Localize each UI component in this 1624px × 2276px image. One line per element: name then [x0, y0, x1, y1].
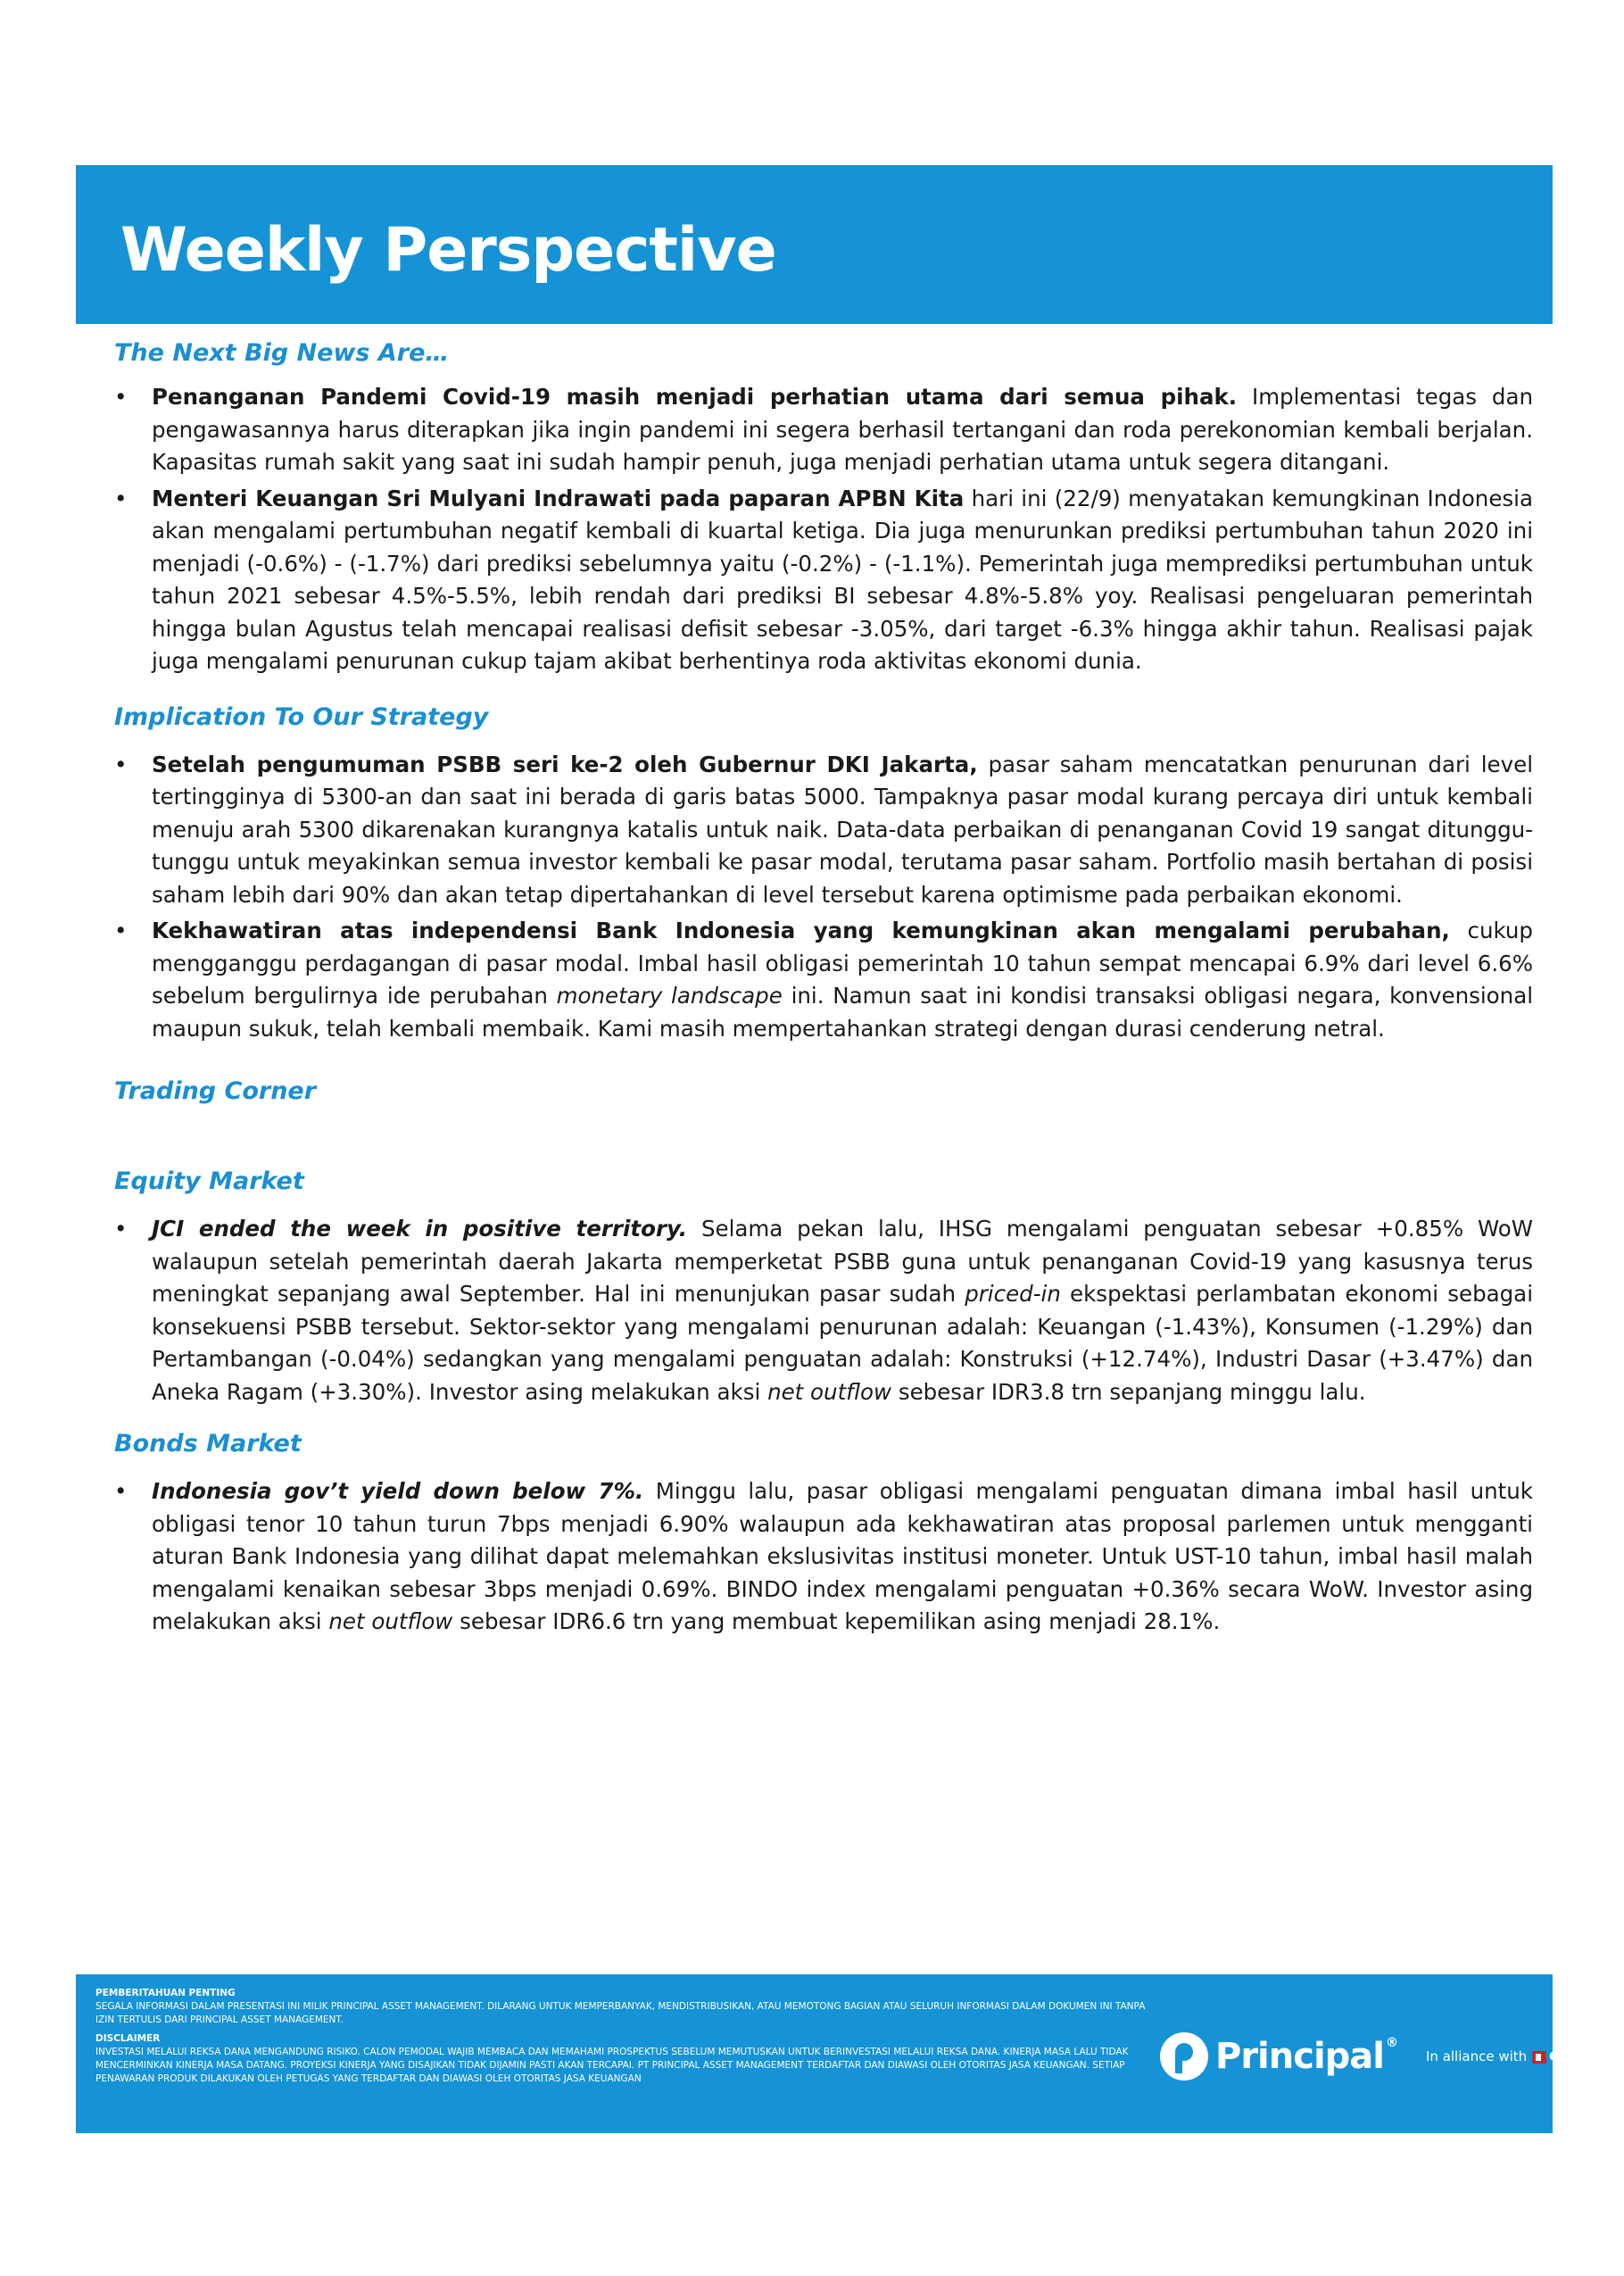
principal-logo-icon — [1160, 2032, 1208, 2081]
page-title: Weekly Perspective — [120, 215, 776, 286]
section-heading-equity-market: Equity Market — [114, 1167, 304, 1196]
bullet-lead: Kekhawatiran atas independensi Bank Indonesia yang kemungkinan akan mengalami perubahan, — [152, 918, 1450, 944]
footer-legal-text — [95, 1987, 1148, 2086]
document-body — [114, 337, 1533, 1639]
principal-logo — [1160, 2021, 1588, 2092]
list-item — [114, 381, 1533, 479]
list-item — [114, 749, 1533, 912]
bullet-body: hari ini (22/9) menyatakan kemungkinan Indonesia akan mengalami pertumbuhan negatif kembali di kuartal ketiga. Dia juga menurunkan prediksi pertumbuhan tahun 2020 ini menjadi (-0.6%) - (-1.7%) dari prediksi sebelumnya yaitu (-0.2%) - (-1.1%). Pemerintah juga memprediksi pertumbuhan untuk tahun 2021 sebesar 4.5%-5.5%, lebih rendah dari prediksi BI sebesar 4.8%-5.8% yoy. Realisasi pengeluaran pemerintah hingga bulan Agustus telah mencapai realisasi defisit sebesar -3.05%, dari target -6.3% hingga akhir tahun. Realisasi pajak juga mengalami penurunan cukup tajam akibat berhentinya roda aktivitas ekonomi dunia. — [152, 485, 1533, 675]
bullet-body: Minggu lalu, pasar obligasi mengalami penguatan dimana imbal hasil untuk obligasi tenor 10 tahun turun 7bps menjadi 6.90% walaupun ada kekhawatiran atas proposal parlemen untuk mengganti aturan Bank Indonesia yang dilihat dapat melemahkan ekslusivitas institusi moneter. Untuk UST-10 tahun, imbal hasil malah mengalami kenaikan sebesar 3bps menjadi 0.69%. BINDO index mengalami penguatan +0.36% secara WoW. Investor asing melakukan aksi — [152, 1478, 1533, 1635]
implication-list — [114, 749, 1533, 1046]
bullet-body: sebesar IDR6.6 trn yang membuat kepemilikan asing menjadi 28.1%. — [452, 1608, 1221, 1635]
bullet-italic: net outflow — [767, 1378, 892, 1405]
bullet-italic: monetary landscape — [556, 983, 783, 1009]
section-heading-next-big-news: The Next Big News Are… — [114, 339, 450, 367]
list-item — [114, 1213, 1533, 1408]
bullet-body: Implementasi tegas dan pengawasannya harus diterapkan jika ingin pandemi ini segera berhasil tertangani dan roda perekonomian kembali berjalan. Kapasitas rumah sakit yang saat ini sudah hampir penuh, juga menjadi perhatian utama untuk segera ditangani. — [152, 384, 1533, 476]
header-band — [76, 165, 1553, 324]
section-heading-bonds-market: Bonds Market — [114, 1430, 302, 1458]
bullet-lead: Menteri Keuangan Sri Mulyani Indrawati pada paparan APBN Kita — [152, 485, 965, 511]
bullet-body: Selama pekan lalu, IHSG mengalami penguatan sebesar +0.85% WoW walaupun setelah pemerintah daerah Jakarta memperketat PSBB guna untuk penanganan Covid-19 yang kasusnya terus meningkat sepanjang awal September. Hal ini menunjukan pasar sudah — [152, 1216, 1533, 1308]
equity-market-list — [114, 1213, 1533, 1408]
bullet-lead: Setelah pengumuman PSBB seri ke-2 oleh Gubernur DKI Jakarta, — [152, 751, 978, 777]
bullet-body: sebesar IDR3.8 trn sepanjang minggu lalu. — [891, 1378, 1366, 1405]
bullet-lead: JCI ended the week in positive territory. — [152, 1216, 688, 1242]
footer-band — [76, 1974, 1588, 2133]
section-heading-implication: Implication To Our Strategy — [114, 702, 489, 731]
cimb-wordmark: CIMB — [1549, 2048, 1588, 2064]
notice-text: SEGALA INFORMASI DALAM PRESENTASI INI MILIK PRINCIPAL ASSET MANAGEMENT. DILARANG UNTUK MEMPERBANYAK, MENDISTRIBUSIKAN, ATAU MEMOTONG BAGIAN ATAU SELURUH INFORMASI DALAM DOKUMEN INI TANPA IZIN TERTULIS DARI PRINCIPAL ASSET MANAGEMENT. — [95, 2001, 1146, 2025]
bullet-body: pasar saham mencatatkan penurunan dari level tertingginya di 5300-an dan saat ini berada di garis batas 5000. Tampaknya pasar modal kurang percaya diri untuk kembali menuju arah 5300 dikarenakan kurangnya katalis untuk naik. Data-data perbaikan di penanganan Covid 19 sangat ditunggu-tunggu untuk meyakinkan semua investor kembali ke pasar modal, terutama pasar saham. Portfolio masih bertahan di posisi saham lebih dari 90% dan akan tetap dipertahankan di level tersebut karena optimisme pada perbaikan ekonomi. — [152, 751, 1533, 908]
bullet-body: cukup mengganggu perdagangan di pasar modal. Imbal hasil obligasi pemerintah 10 tahun sempat mencapai 6.9% dari level 6.6% sebelum bergulirnya ide perubahan — [152, 918, 1533, 1009]
bullet-italic: net outflow — [328, 1608, 453, 1635]
bullet-body: ekspektasi perlambatan ekonomi sebagai konsekuensi PSBB tersebut. Sektor-sektor yang mengalami penurunan adalah: Keuangan (-1.43%), Konsumen (-1.29%) dan Pertambangan (-0.04%) sedangkan yang mengalami penguatan adalah: Konstruksi (+12.74%), Industri Dasar (+3.47%) dan Aneka Ragam (+3.30%). Investor asing melakukan aksi — [152, 1281, 1534, 1405]
bullet-body: ini. Namun saat ini kondisi transaksi obligasi negara, konvensional maupun sukuk, telah kembali membaik. Kami masih mempertahankan strategi dengan durasi cenderung netral. — [152, 983, 1534, 1042]
bullet-italic: priced-in — [965, 1281, 1061, 1308]
notice-heading: PEMBERITAHUAN PENTING — [95, 1988, 236, 1998]
disclaimer-text: INVESTASI MELALUI REKSA DANA MENGANDUNG RISIKO. CALON PEMODAL WAJIB MEMBACA DAN MEMAHAMI PROSPEKTUS SEBELUM MEMUTUSKAN UNTUK BERINVESTASI MELALUI REKSA DANA. KINERJA MASA LALU TIDAK MENCERMINKAN KINERJA MASA DATANG. PROYEKSI KINERJA YANG DISAJIKAN TIDAK DIJAMIN PASTI AKAN TERCAPAI. PT PRINCIPAL ASSET MANAGEMENT TERDAFTAR DAN DIAWASI OLEH OTORITAS JASA KEUANGAN. SETIAP PENAWARAN PRODUK DILAKUKAN OLEH PETUGAS YANG TERDAFTAR DAN DIAWASI OLEH OTORITAS JASA KEUANGAN — [95, 2047, 1129, 2084]
disclaimer-heading: DISCLAIMER — [95, 2033, 161, 2044]
section-heading-trading-corner: Trading Corner — [114, 1077, 317, 1106]
cimb-icon — [1532, 2051, 1546, 2064]
bullet-lead: Penanganan Pandemi Covid-19 masih menjadi perhatian utama dari semua pihak. — [152, 384, 1238, 411]
list-item — [114, 483, 1533, 678]
principal-wordmark: Principal ® — [1215, 2036, 1397, 2077]
list-item — [114, 915, 1533, 1045]
bullet-lead: Indonesia gov’t yield down below 7%. — [152, 1478, 644, 1505]
alliance-label: In alliance with CIMB — [1426, 2048, 1588, 2064]
list-item — [114, 1475, 1533, 1639]
next-big-news-list — [114, 381, 1533, 678]
bonds-market-list — [114, 1475, 1533, 1639]
